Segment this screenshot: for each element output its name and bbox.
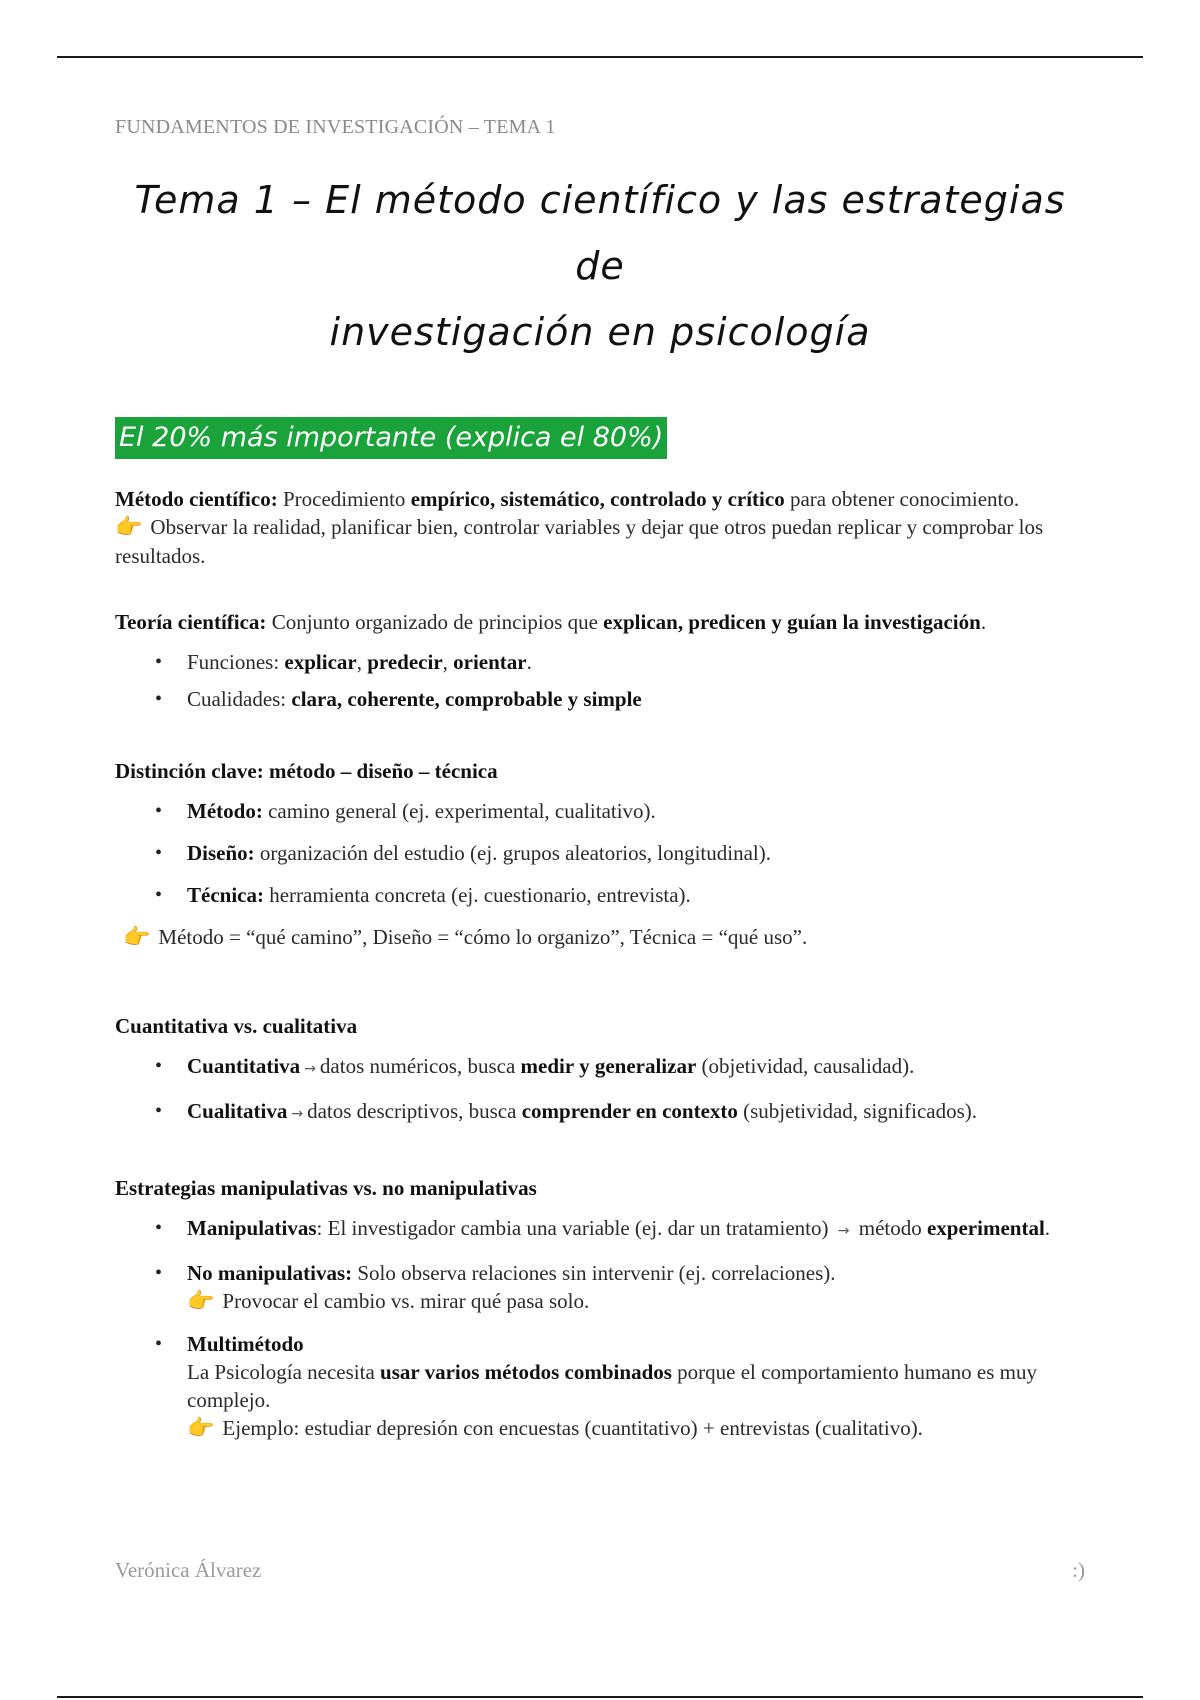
distincion-diseno-label: Diseño: xyxy=(187,841,255,865)
nomanip-label: No manipulativas: xyxy=(187,1261,358,1285)
cuanti-heading-text: Cuantitativa vs. cualitativa xyxy=(115,1014,358,1038)
title-line-1: Tema 1 – El método científico y las estrategias de xyxy=(134,178,1066,288)
funcion-orientar: orientar xyxy=(453,650,527,674)
teoria-definition xyxy=(115,608,1095,636)
running-header: FUNDAMENTOS DE INVESTIGACIÓN – TEMA 1 xyxy=(115,116,556,138)
distincion-heading xyxy=(115,757,1095,785)
distincion-metodo-label: Método: xyxy=(187,799,263,823)
teoria-text: Conjunto organizado de principios que xyxy=(266,610,604,634)
cualidades-bold: clara, coherente, comprobable y simple xyxy=(291,687,642,711)
list-item xyxy=(115,839,1095,867)
arrow-right-icon: → xyxy=(304,1061,316,1077)
distincion-tip xyxy=(123,923,1095,952)
multi-tip: Ejemplo: estudiar depresión con encuestas (cuantitativo) + entrevistas (cualitativo). xyxy=(222,1416,923,1440)
document-page xyxy=(115,108,1095,1457)
title-line-2: investigación en psicología xyxy=(329,310,871,354)
list-item xyxy=(115,1097,1095,1128)
cuali-text-2: (subjetividad, significados). xyxy=(737,1099,978,1123)
cualidades-label: Cualidades: xyxy=(187,687,292,711)
estrategias-heading xyxy=(115,1174,1095,1202)
manip-end: . xyxy=(1044,1216,1051,1240)
cuanti-bold: medir y generalizar xyxy=(520,1054,697,1078)
distincion-list xyxy=(115,797,1095,909)
distincion-heading-text: Distinción clave: método – diseño – técnica xyxy=(115,759,498,783)
list-item xyxy=(115,648,1095,676)
funciones-sep: , xyxy=(356,650,368,674)
metodo-text: Procedimiento xyxy=(277,487,411,511)
teoria-bold: explican, predicen y guían la investigación xyxy=(603,610,981,634)
funciones-sep: , xyxy=(442,650,454,674)
nomanip-text: Solo observa relaciones sin intervenir (ej. correlaciones). xyxy=(357,1261,836,1285)
pointing-hand-icon: 👉 xyxy=(187,1416,215,1441)
distincion-tip-text: Método = “qué camino”, Diseño = “cómo lo organizo”, Técnica = “qué uso”. xyxy=(158,925,808,949)
highlight-heading-wrap xyxy=(115,417,1095,459)
pointing-hand-icon: 👉 xyxy=(115,515,143,540)
list-item xyxy=(115,797,1095,825)
cuali-text: datos descriptivos, busca xyxy=(307,1099,522,1123)
metodo-tip-text: Observar la realidad, planificar bien, controlar variables y dejar que otros puedan replicar y comprobar los resultados. xyxy=(115,515,1044,568)
manip-bold: experimental xyxy=(926,1216,1045,1240)
multi-bold: usar varios métodos combinados xyxy=(380,1360,672,1384)
section-distincion xyxy=(115,757,1095,952)
list-item xyxy=(115,1330,1095,1443)
metodo-bold: empírico, sistemático, controlado y crítico xyxy=(410,487,785,511)
cuanti-text-2: (objetividad, causalidad). xyxy=(696,1054,915,1078)
cuali-label: Cualitativa xyxy=(187,1099,288,1123)
distincion-diseno-text: organización del estudio (ej. grupos aleatorios, longitudinal). xyxy=(254,841,771,865)
funcion-explicar: explicar xyxy=(284,650,357,674)
distincion-tecnica-text: herramienta concreta (ej. cuestionario, entrevista). xyxy=(263,883,691,907)
section-teoria xyxy=(115,608,1095,713)
bottom-rule xyxy=(57,1696,1143,1698)
footer-smiley: :) xyxy=(1072,1558,1085,1582)
pointing-hand-icon: 👉 xyxy=(123,925,151,950)
pointing-hand-icon: 👉 xyxy=(187,1289,215,1314)
cuanti-text: datos numéricos, busca xyxy=(319,1054,521,1078)
list-item xyxy=(115,881,1095,909)
funcion-predecir: predecir xyxy=(367,650,443,674)
metodo-text-2: para obtener conocimiento. xyxy=(784,487,1020,511)
footer-author: Verónica Álvarez xyxy=(115,1558,262,1582)
top-rule xyxy=(57,56,1143,58)
funciones-end: . xyxy=(526,650,532,674)
list-item xyxy=(115,1052,1095,1083)
distincion-tecnica-label: Técnica: xyxy=(187,883,264,907)
cuali-bold: comprender en contexto xyxy=(521,1099,738,1123)
multi-text: La Psicología necesita xyxy=(187,1360,381,1384)
list-item xyxy=(115,1214,1095,1245)
arrow-right-icon: → xyxy=(837,1223,850,1239)
list-item xyxy=(115,1259,1095,1316)
multi-label: Multimétodo xyxy=(187,1332,304,1356)
distincion-metodo-text: camino general (ej. experimental, cualitativo). xyxy=(262,799,656,823)
cuanti-list xyxy=(115,1052,1095,1128)
list-item xyxy=(115,685,1095,713)
estrategias-heading-text: Estrategias manipulativas vs. no manipulativas xyxy=(115,1176,537,1200)
section-cuantitativa xyxy=(115,1012,1095,1128)
section-metodo xyxy=(115,485,1095,570)
cuanti-heading xyxy=(115,1012,1095,1040)
document-title xyxy=(105,167,1095,365)
page-footer xyxy=(115,1558,1085,1583)
teoria-label: Teoría científica: xyxy=(115,610,267,634)
teoria-text-2: . xyxy=(980,610,987,634)
multi-text-2: porque el comportamiento humano es muy complejo. xyxy=(187,1360,1038,1412)
teoria-list xyxy=(115,648,1095,713)
manip-label: Manipulativas xyxy=(187,1216,317,1240)
nomanip-tip: Provocar el cambio vs. mirar qué pasa solo. xyxy=(222,1289,590,1313)
highlight-heading: El 20% más importante (explica el 80%) xyxy=(115,417,667,459)
funciones-label: Funciones: xyxy=(187,650,285,674)
metodo-label: Método científico: xyxy=(115,487,278,511)
manip-text: : El investigador cambia una variable (ej. dar un tratamiento) xyxy=(316,1216,834,1240)
metodo-definition xyxy=(115,485,1095,513)
cuanti-label: Cuantitativa xyxy=(187,1054,301,1078)
section-estrategias xyxy=(115,1174,1095,1443)
estrategias-list xyxy=(115,1214,1095,1443)
manip-text-2: método xyxy=(853,1216,927,1240)
metodo-tip xyxy=(115,513,1095,570)
arrow-right-icon: → xyxy=(291,1106,304,1122)
